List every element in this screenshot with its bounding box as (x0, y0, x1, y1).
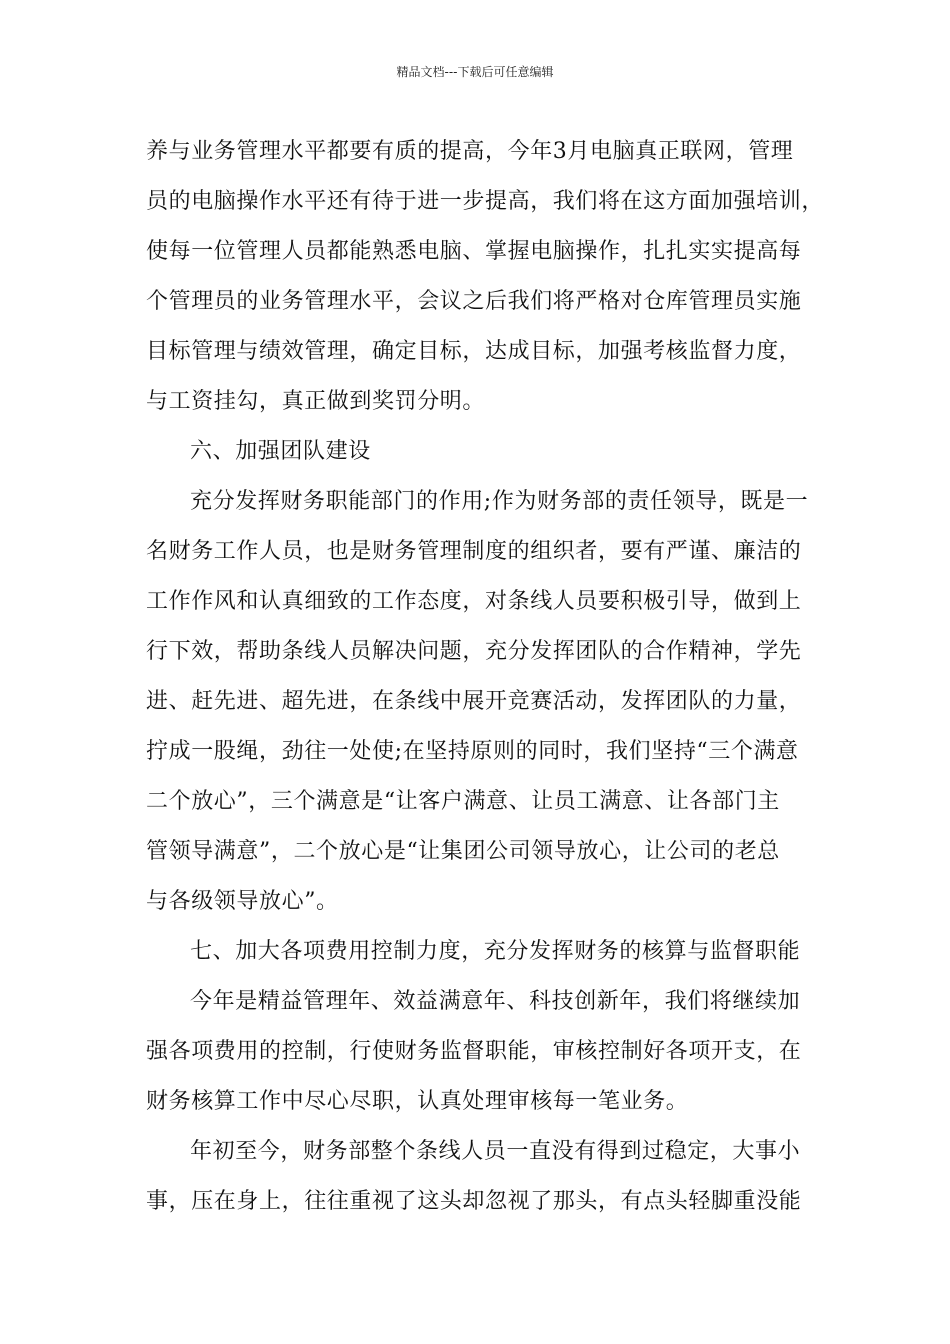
page-header (0, 64, 950, 80)
text-line: 个管理员的业务管理水平，会议之后我们将严格对仓库管理员实施 (146, 289, 802, 314)
text-line: 强各项费用的控制，行使财务监督职能，审核控制好各项开支，在 (146, 1039, 802, 1064)
text-line: 二个放心”，三个满意是“让客户满意、让员工满意、让各部门主 (146, 789, 780, 814)
text-line: 进、赶先进、超先进，在条线中展开竞赛活动，发挥团队的力量， (146, 689, 802, 714)
section-heading: 七、加大各项费用控制力度，充分发挥财务的核算与监督职能 (190, 939, 801, 964)
text-line: 事，压在身上，往往重视了这头却忽视了那头，有点头轻脚重没能 (146, 1189, 802, 1214)
text-line: 年初至今，财务部整个条线人员一直没有得到过稳定，大事小 (190, 1139, 801, 1164)
header-text: 精品文档---下载后可任意编辑 (396, 65, 554, 79)
text-line: 员的电脑操作水平还有待于进一步提高，我们将在这方面加强培训， (146, 189, 825, 214)
text-line: 工作作风和认真细致的工作态度，对条线人员要积极引导，做到上 (146, 589, 802, 614)
text-line: 目标管理与绩效管理，确定目标，达成目标，加强考核监督力度， (146, 339, 802, 364)
document-body (146, 127, 825, 1227)
text-line: 充分发挥财务职能部门的作用;作为财务部的责任领导，既是一 (190, 489, 809, 514)
text-line: 拧成一股绳，劲往一处使;在坚持原则的同时，我们坚持“三个满意 (146, 739, 799, 764)
text-line: 管领导满意”，二个放心是“让集团公司领导放心，让公司的老总 (146, 839, 780, 864)
text-line: 行下效，帮助条线人员解决问题，充分发挥团队的合作精神，学先 (146, 639, 802, 664)
text-line: 使每一位管理人员都能熟悉电脑、掌握电脑操作，扎扎实实提高每 (146, 239, 802, 264)
text-line: 与各级领导放心”。 (146, 889, 339, 914)
text-line: 养与业务管理水平都要有质的提高，今年3月电脑真正联网，管理 (146, 139, 794, 164)
text-line: 今年是精益管理年、效益满意年、科技创新年，我们将继续加 (190, 989, 801, 1014)
section-heading: 六、加强团队建设 (190, 439, 371, 464)
text-line: 与工资挂勾，真正做到奖罚分明。 (146, 389, 486, 414)
text-line: 名财务工作人员，也是财务管理制度的组织者，要有严谨、廉洁的 (146, 539, 802, 564)
text-line: 财务核算工作中尽心尽职，认真处理审核每一笔业务。 (146, 1089, 689, 1114)
